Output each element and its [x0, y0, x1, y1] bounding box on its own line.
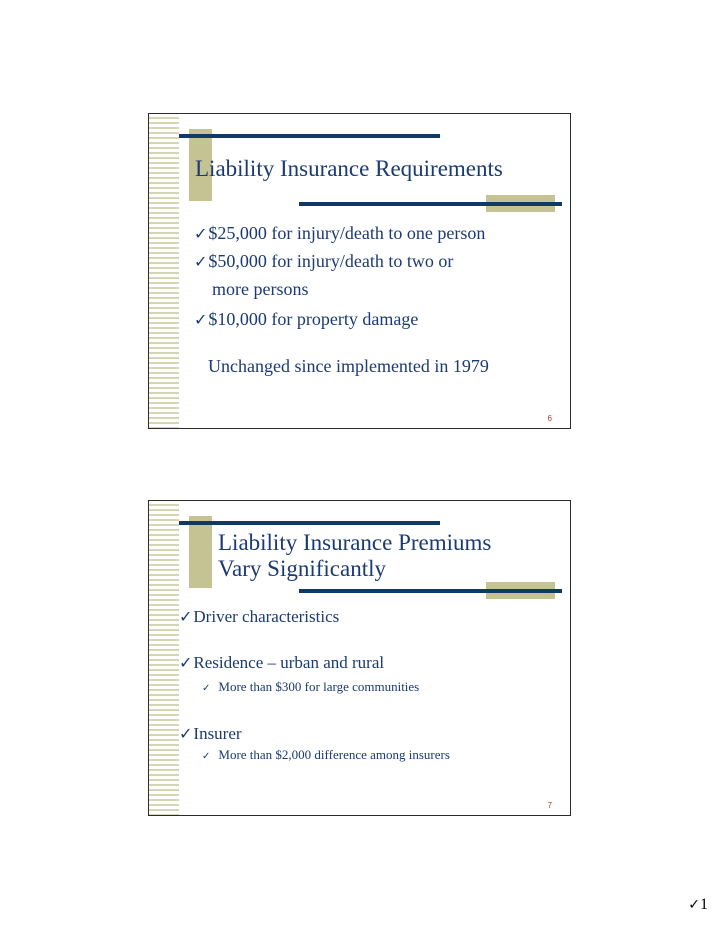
checkmark-icon: ✓ — [194, 310, 208, 329]
title-line-2: Vary Significantly — [218, 556, 386, 581]
slide-6 — [148, 113, 571, 429]
bullet-item — [179, 720, 242, 748]
page-number — [688, 896, 708, 914]
checkmark-icon: ✓ — [194, 252, 208, 271]
slide-7 — [148, 500, 571, 816]
bullet-item — [194, 305, 418, 334]
bullet-text: Residence – urban and rural — [193, 653, 385, 672]
bullet-text: $25,000 for injury/death to one person — [208, 223, 486, 243]
checkmark-icon: ✓ — [179, 653, 193, 672]
sub-bullet-text: More than $2,000 difference among insurers — [218, 747, 450, 762]
slide-stripe-decoration — [149, 114, 179, 428]
bullet-item — [179, 603, 339, 631]
slide-title: Liability Insurance Requirements — [195, 156, 503, 181]
slide-stripe-decoration — [149, 501, 179, 815]
sub-bullet-item — [202, 746, 450, 766]
navy-rule-bottom — [299, 589, 562, 593]
checkmark-icon: ✓ — [688, 897, 700, 913]
bullet-continuation: more persons — [212, 279, 309, 299]
title-line-1: Liability Insurance Premiums — [218, 530, 492, 555]
slide-number: 6 — [547, 414, 552, 423]
page-number-value: 1 — [700, 896, 708, 913]
navy-rule-top — [179, 521, 440, 525]
checkmark-icon: ✓ — [202, 683, 211, 694]
slide-title — [218, 530, 491, 582]
checkmark-icon: ✓ — [194, 224, 208, 243]
checkmark-icon: ✓ — [179, 607, 193, 626]
bullet-text: Insurer — [193, 724, 242, 743]
slide-note: Unchanged since implemented in 1979 — [208, 356, 489, 376]
bullet-text: $50,000 for injury/death to two or — [208, 251, 454, 271]
slide-number: 7 — [547, 801, 552, 810]
olive-accent-left — [189, 516, 212, 588]
navy-rule-bottom — [299, 202, 562, 206]
bullet-item — [194, 247, 453, 276]
checkmark-icon: ✓ — [202, 751, 211, 762]
navy-rule-top — [179, 134, 440, 138]
sub-bullet-item — [202, 678, 419, 698]
sub-bullet-text: More than $300 for large communities — [218, 679, 420, 694]
bullet-text: Driver characteristics — [193, 607, 340, 626]
bullet-item — [194, 219, 485, 248]
checkmark-icon: ✓ — [179, 724, 193, 743]
bullet-item — [179, 649, 384, 677]
bullet-text: $10,000 for property damage — [208, 309, 419, 329]
